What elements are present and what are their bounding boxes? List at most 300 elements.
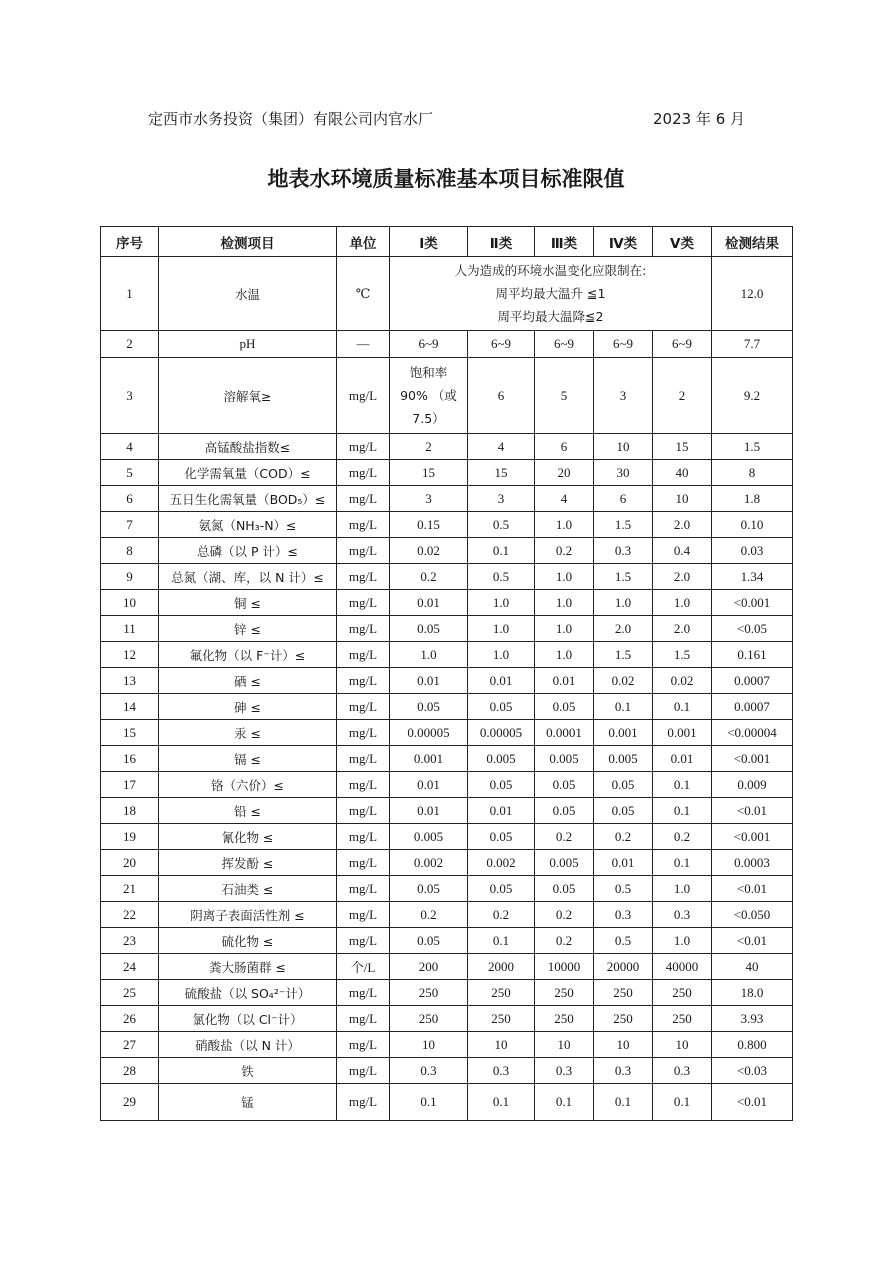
- result-value: 1.34: [712, 564, 793, 590]
- unit: mg/L: [337, 486, 390, 512]
- item-name: 铜 ≤: [159, 590, 337, 616]
- table-row: [101, 746, 793, 772]
- limit-line: 饱和率: [409, 365, 448, 380]
- result-value: 0.03: [712, 538, 793, 564]
- row-number: 29: [101, 1084, 159, 1121]
- row-number: 12: [101, 642, 159, 668]
- item-name: 铁: [159, 1058, 337, 1084]
- class-1-limit: 3: [390, 486, 468, 512]
- item-name: 铅 ≤: [159, 798, 337, 824]
- class-4-limit: 6~9: [594, 331, 653, 358]
- class-2-limit: 0.00005: [468, 720, 535, 746]
- item-name: 锰: [159, 1084, 337, 1121]
- class-4-limit: 0.005: [594, 746, 653, 772]
- row-number: 17: [101, 772, 159, 798]
- temperature-note-line: 人为造成的环境水温变化应限制在:: [454, 263, 647, 278]
- column-header: 序号: [101, 227, 159, 257]
- result-value: <0.001: [712, 824, 793, 850]
- class-2-limit: 0.05: [468, 772, 535, 798]
- class-1-limit: 2: [390, 434, 468, 460]
- class-5-limit: 10: [653, 486, 712, 512]
- row-number: 9: [101, 564, 159, 590]
- item-name: pH: [159, 331, 337, 358]
- class-2-limit: 10: [468, 1032, 535, 1058]
- class-3-limit: 1.0: [535, 564, 594, 590]
- class-2-limit: 250: [468, 1006, 535, 1032]
- class-5-limit: 0.001: [653, 720, 712, 746]
- unit: mg/L: [337, 564, 390, 590]
- class-1-limit: 0.05: [390, 694, 468, 720]
- table-row: [101, 1084, 793, 1121]
- table-row: [101, 824, 793, 850]
- limit-line: 90% （或: [400, 388, 457, 403]
- class-4-limit: 250: [594, 980, 653, 1006]
- class-4-limit: 0.3: [594, 902, 653, 928]
- table-header-row: [101, 227, 793, 257]
- class-1-limit: 10: [390, 1032, 468, 1058]
- limit-line: 7.5）: [412, 411, 445, 426]
- class-2-limit: 0.3: [468, 1058, 535, 1084]
- unit: mg/L: [337, 694, 390, 720]
- table-row: [101, 720, 793, 746]
- class-2-limit: 0.05: [468, 694, 535, 720]
- column-header: 单位: [337, 227, 390, 257]
- class-5-limit: 0.1: [653, 798, 712, 824]
- class-4-limit: 250: [594, 1006, 653, 1032]
- row-number: 21: [101, 876, 159, 902]
- item-name: 硫化物 ≤: [159, 928, 337, 954]
- class-2-limit: 0.05: [468, 824, 535, 850]
- class-3-limit: 1.0: [535, 512, 594, 538]
- row-number: 11: [101, 616, 159, 642]
- class-3-limit: 250: [535, 980, 594, 1006]
- class-5-limit: 2: [653, 358, 712, 434]
- table-row: [101, 358, 793, 434]
- class-5-limit: 0.3: [653, 902, 712, 928]
- result-value: <0.00004: [712, 720, 793, 746]
- class-5-limit: 2.0: [653, 616, 712, 642]
- result-value: 8: [712, 460, 793, 486]
- result-value: 0.161: [712, 642, 793, 668]
- result-value: 3.93: [712, 1006, 793, 1032]
- column-header: Ⅲ类: [535, 227, 594, 257]
- class-1-limit: 0.05: [390, 876, 468, 902]
- class-5-limit: 2.0: [653, 512, 712, 538]
- column-header: Ⅴ类: [653, 227, 712, 257]
- column-header: Ⅳ类: [594, 227, 653, 257]
- unit: 个/L: [337, 954, 390, 980]
- row-number: 10: [101, 590, 159, 616]
- class-4-limit: 1.5: [594, 512, 653, 538]
- class-4-limit: 0.5: [594, 928, 653, 954]
- class-5-limit: 0.1: [653, 850, 712, 876]
- class-1-limit: 250: [390, 980, 468, 1006]
- item-name: 汞 ≤: [159, 720, 337, 746]
- class-1-limit: 1.0: [390, 642, 468, 668]
- class-2-limit: 0.1: [468, 538, 535, 564]
- class-4-limit: 10: [594, 1032, 653, 1058]
- class-3-limit: 0.005: [535, 746, 594, 772]
- class-1-limit: 200: [390, 954, 468, 980]
- table-row: [101, 668, 793, 694]
- class-2-limit: 0.1: [468, 928, 535, 954]
- item-name: 总磷（以 P 计）≤: [159, 538, 337, 564]
- row-number: 27: [101, 1032, 159, 1058]
- item-name: 粪大肠菌群 ≤: [159, 954, 337, 980]
- class-1-limit: 0.2: [390, 564, 468, 590]
- class-1-limit: 0.05: [390, 616, 468, 642]
- class-4-limit: 0.01: [594, 850, 653, 876]
- unit: mg/L: [337, 1006, 390, 1032]
- class-2-limit: 250: [468, 980, 535, 1006]
- item-name: 氟化物（以 F⁻计）≤: [159, 642, 337, 668]
- row-number: 14: [101, 694, 159, 720]
- unit: mg/L: [337, 538, 390, 564]
- class-4-limit: 0.02: [594, 668, 653, 694]
- class-2-limit: 0.5: [468, 564, 535, 590]
- class-5-limit: 0.3: [653, 1058, 712, 1084]
- unit: mg/L: [337, 928, 390, 954]
- row-number: 26: [101, 1006, 159, 1032]
- class-3-limit: 0.2: [535, 902, 594, 928]
- class-5-limit: 2.0: [653, 564, 712, 590]
- row-number: 22: [101, 902, 159, 928]
- class-1-limit: 0.01: [390, 772, 468, 798]
- item-name: 五日生化需氧量（BOD₅）≤: [159, 486, 337, 512]
- result-value: 1.5: [712, 434, 793, 460]
- class-5-limit: 0.1: [653, 694, 712, 720]
- unit: mg/L: [337, 746, 390, 772]
- table-row: [101, 434, 793, 460]
- class-2-limit: 0.1: [468, 1084, 535, 1121]
- class-2-limit: 1.0: [468, 642, 535, 668]
- class-1-limit: [390, 358, 468, 434]
- row-number: 15: [101, 720, 159, 746]
- class-1-limit: 0.01: [390, 668, 468, 694]
- class-4-limit: 2.0: [594, 616, 653, 642]
- class-4-limit: 0.2: [594, 824, 653, 850]
- item-name: 水温: [159, 257, 337, 331]
- result-value: <0.050: [712, 902, 793, 928]
- class-2-limit: 1.0: [468, 590, 535, 616]
- result-value: <0.01: [712, 876, 793, 902]
- class-1-limit: 0.00005: [390, 720, 468, 746]
- unit: mg/L: [337, 720, 390, 746]
- row-number: 25: [101, 980, 159, 1006]
- row-number: 24: [101, 954, 159, 980]
- item-name: 砷 ≤: [159, 694, 337, 720]
- item-name: 挥发酚 ≤: [159, 850, 337, 876]
- class-4-limit: 0.5: [594, 876, 653, 902]
- class-3-limit: 0.0001: [535, 720, 594, 746]
- table-row: [101, 564, 793, 590]
- row-number: 6: [101, 486, 159, 512]
- result-value: 0.0003: [712, 850, 793, 876]
- result-value: 1.8: [712, 486, 793, 512]
- table-row: [101, 772, 793, 798]
- class-3-limit: 0.01: [535, 668, 594, 694]
- class-2-limit: 15: [468, 460, 535, 486]
- item-name: 化学需氧量（COD）≤: [159, 460, 337, 486]
- result-value: <0.01: [712, 1084, 793, 1121]
- table-row: [101, 980, 793, 1006]
- column-header: 检测项目: [159, 227, 337, 257]
- class-5-limit: 1.5: [653, 642, 712, 668]
- unit: mg/L: [337, 1084, 390, 1121]
- class-3-limit: 1.0: [535, 642, 594, 668]
- unit: mg/L: [337, 1058, 390, 1084]
- class-2-limit: 0.01: [468, 668, 535, 694]
- table-row: [101, 642, 793, 668]
- unit: mg/L: [337, 1032, 390, 1058]
- unit: mg/L: [337, 798, 390, 824]
- class-4-limit: 20000: [594, 954, 653, 980]
- class-3-limit: 0.2: [535, 928, 594, 954]
- unit: mg/L: [337, 642, 390, 668]
- result-value: 0.10: [712, 512, 793, 538]
- result-value: 40: [712, 954, 793, 980]
- item-name: 铬（六价）≤: [159, 772, 337, 798]
- class-4-limit: 1.5: [594, 642, 653, 668]
- result-value: 0.0007: [712, 668, 793, 694]
- class-3-limit: 1.0: [535, 590, 594, 616]
- class-3-limit: 20: [535, 460, 594, 486]
- row-number: 13: [101, 668, 159, 694]
- table-row: [101, 1032, 793, 1058]
- class-2-limit: 2000: [468, 954, 535, 980]
- unit: mg/L: [337, 980, 390, 1006]
- class-2-limit: 0.002: [468, 850, 535, 876]
- class-2-limit: 6~9: [468, 331, 535, 358]
- class-4-limit: 0.05: [594, 798, 653, 824]
- class-3-limit: 0.05: [535, 772, 594, 798]
- item-name: 硒 ≤: [159, 668, 337, 694]
- row-number: 20: [101, 850, 159, 876]
- class-3-limit: 0.3: [535, 1058, 594, 1084]
- class-4-limit: 0.3: [594, 1058, 653, 1084]
- temperature-note: [390, 257, 712, 331]
- row-number: 5: [101, 460, 159, 486]
- table-row: [101, 1006, 793, 1032]
- class-5-limit: 40: [653, 460, 712, 486]
- class-2-limit: 0.5: [468, 512, 535, 538]
- class-3-limit: 0.1: [535, 1084, 594, 1121]
- class-4-limit: 0.05: [594, 772, 653, 798]
- unit: mg/L: [337, 616, 390, 642]
- class-1-limit: 250: [390, 1006, 468, 1032]
- result-value: <0.03: [712, 1058, 793, 1084]
- row-number: 19: [101, 824, 159, 850]
- class-5-limit: 0.2: [653, 824, 712, 850]
- table-row: [101, 590, 793, 616]
- class-3-limit: 6: [535, 434, 594, 460]
- table-row: [101, 616, 793, 642]
- temperature-note-line: 周平均最大温升 ≦1: [495, 286, 606, 301]
- item-name: 锌 ≤: [159, 616, 337, 642]
- item-name: 石油类 ≤: [159, 876, 337, 902]
- column-header: 检测结果: [712, 227, 793, 257]
- class-2-limit: 0.05: [468, 876, 535, 902]
- class-5-limit: 0.01: [653, 746, 712, 772]
- class-2-limit: 4: [468, 434, 535, 460]
- class-5-limit: 10: [653, 1032, 712, 1058]
- result-value: <0.001: [712, 746, 793, 772]
- class-1-limit: 0.001: [390, 746, 468, 772]
- unit: mg/L: [337, 772, 390, 798]
- class-5-limit: 15: [653, 434, 712, 460]
- result-value: 7.7: [712, 331, 793, 358]
- class-3-limit: 0.05: [535, 876, 594, 902]
- class-3-limit: 0.05: [535, 694, 594, 720]
- table-row: [101, 798, 793, 824]
- class-3-limit: 10: [535, 1032, 594, 1058]
- temperature-note-line: 周平均最大温降≦2: [497, 309, 604, 324]
- row-number: 3: [101, 358, 159, 434]
- item-name: 溶解氧≥: [159, 358, 337, 434]
- row-number: 1: [101, 257, 159, 331]
- item-name: 总氮（湖、库，以 N 计）≤: [159, 564, 337, 590]
- result-value: 9.2: [712, 358, 793, 434]
- class-5-limit: 0.1: [653, 1084, 712, 1121]
- class-1-limit: 0.002: [390, 850, 468, 876]
- table-row: [101, 850, 793, 876]
- table-row: [101, 512, 793, 538]
- class-3-limit: 0.2: [535, 538, 594, 564]
- item-name: 镉 ≤: [159, 746, 337, 772]
- class-1-limit: 6~9: [390, 331, 468, 358]
- table-row: [101, 257, 793, 331]
- class-5-limit: 1.0: [653, 590, 712, 616]
- standards-table: [100, 226, 793, 1121]
- class-2-limit: 1.0: [468, 616, 535, 642]
- class-5-limit: 40000: [653, 954, 712, 980]
- unit: mg/L: [337, 824, 390, 850]
- class-3-limit: 1.0: [535, 616, 594, 642]
- class-4-limit: 0.1: [594, 694, 653, 720]
- class-4-limit: 1.5: [594, 564, 653, 590]
- row-number: 7: [101, 512, 159, 538]
- unit: mg/L: [337, 876, 390, 902]
- page-title: 地表水环境质量标准基本项目标准限值: [267, 167, 625, 191]
- unit: mg/L: [337, 902, 390, 928]
- result-value: 0.800: [712, 1032, 793, 1058]
- class-2-limit: 0.01: [468, 798, 535, 824]
- table-row: [101, 460, 793, 486]
- class-4-limit: 0.3: [594, 538, 653, 564]
- result-value: <0.01: [712, 798, 793, 824]
- class-4-limit: 0.1: [594, 1084, 653, 1121]
- class-3-limit: 6~9: [535, 331, 594, 358]
- class-5-limit: 1.0: [653, 876, 712, 902]
- table-row: [101, 486, 793, 512]
- class-5-limit: 6~9: [653, 331, 712, 358]
- table-row: [101, 876, 793, 902]
- unit: mg/L: [337, 668, 390, 694]
- class-5-limit: 0.1: [653, 772, 712, 798]
- class-1-limit: 0.01: [390, 798, 468, 824]
- class-3-limit: 5: [535, 358, 594, 434]
- class-1-limit: 0.15: [390, 512, 468, 538]
- class-4-limit: 10: [594, 434, 653, 460]
- unit: mg/L: [337, 434, 390, 460]
- table-row: [101, 928, 793, 954]
- report-date: 2023 年 6 月: [653, 110, 746, 128]
- class-3-limit: 0.005: [535, 850, 594, 876]
- item-name: 硫酸盐（以 SO₄²⁻计）: [159, 980, 337, 1006]
- result-value: 0.009: [712, 772, 793, 798]
- table-row: [101, 694, 793, 720]
- table-row: [101, 902, 793, 928]
- class-1-limit: 0.3: [390, 1058, 468, 1084]
- table-row: [101, 954, 793, 980]
- class-2-limit: 3: [468, 486, 535, 512]
- class-1-limit: 0.02: [390, 538, 468, 564]
- item-name: 高锰酸盐指数≤: [159, 434, 337, 460]
- column-header: Ⅱ类: [468, 227, 535, 257]
- class-3-limit: 0.2: [535, 824, 594, 850]
- organization-name: 定西市水务投资（集团）有限公司内官水厂: [148, 110, 434, 128]
- row-number: 8: [101, 538, 159, 564]
- result-value: <0.01: [712, 928, 793, 954]
- result-value: <0.001: [712, 590, 793, 616]
- item-name: 硝酸盐（以 N 计）: [159, 1032, 337, 1058]
- class-4-limit: 30: [594, 460, 653, 486]
- class-4-limit: 0.001: [594, 720, 653, 746]
- unit: mg/L: [337, 512, 390, 538]
- row-number: 4: [101, 434, 159, 460]
- class-5-limit: 0.02: [653, 668, 712, 694]
- class-5-limit: 0.4: [653, 538, 712, 564]
- result-value: 12.0: [712, 257, 793, 331]
- class-5-limit: 250: [653, 1006, 712, 1032]
- class-4-limit: 6: [594, 486, 653, 512]
- row-number: 16: [101, 746, 159, 772]
- row-number: 28: [101, 1058, 159, 1084]
- table-row: [101, 1058, 793, 1084]
- class-5-limit: 250: [653, 980, 712, 1006]
- unit: ℃: [337, 257, 390, 331]
- class-3-limit: 0.05: [535, 798, 594, 824]
- class-5-limit: 1.0: [653, 928, 712, 954]
- class-3-limit: 250: [535, 1006, 594, 1032]
- class-4-limit: 3: [594, 358, 653, 434]
- class-2-limit: 6: [468, 358, 535, 434]
- unit: —: [337, 331, 390, 358]
- table-row: [101, 331, 793, 358]
- item-name: 氰化物 ≤: [159, 824, 337, 850]
- class-2-limit: 0.2: [468, 902, 535, 928]
- class-3-limit: 10000: [535, 954, 594, 980]
- unit: mg/L: [337, 590, 390, 616]
- column-header: Ⅰ类: [390, 227, 468, 257]
- class-1-limit: 0.05: [390, 928, 468, 954]
- item-name: 氨氮（NH₃-N）≤: [159, 512, 337, 538]
- result-value: 0.0007: [712, 694, 793, 720]
- class-3-limit: 4: [535, 486, 594, 512]
- class-1-limit: 0.01: [390, 590, 468, 616]
- table-row: [101, 538, 793, 564]
- class-1-limit: 0.2: [390, 902, 468, 928]
- row-number: 18: [101, 798, 159, 824]
- unit: mg/L: [337, 850, 390, 876]
- class-1-limit: 15: [390, 460, 468, 486]
- class-4-limit: 1.0: [594, 590, 653, 616]
- result-value: <0.05: [712, 616, 793, 642]
- row-number: 2: [101, 331, 159, 358]
- unit: mg/L: [337, 358, 390, 434]
- unit: mg/L: [337, 460, 390, 486]
- class-1-limit: 0.005: [390, 824, 468, 850]
